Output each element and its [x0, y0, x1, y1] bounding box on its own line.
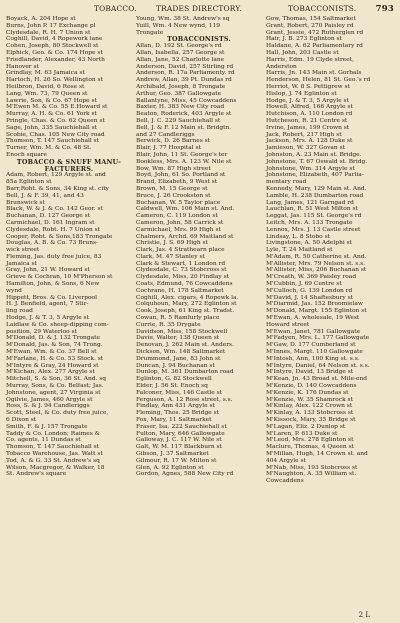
directory-entry: Coghill, Alex. cigars, 4 Ropewk la. — [136, 294, 239, 301]
directory-entry: 404 Argyle st — [266, 457, 306, 464]
directory-entry: Mitchell, S. & Son, 36 St. And. sq — [6, 376, 107, 383]
directory-entry: Lyle, T. 24 Maitland st — [266, 247, 333, 254]
directory-entry: Bell, J. & F. 12 Main st. Bridgtn. — [136, 124, 232, 131]
directory-entry: Pringle, Chas. & Co. 62 Queen st — [6, 117, 105, 124]
directory-entry: 6 Dixon st — [6, 417, 37, 424]
directory-entry: Irvine, James, 199 Crown st — [266, 124, 350, 131]
directory-entry: Barr,Robt. & Sons, 34 King st. city — [6, 185, 109, 192]
directory-entry: Howard street — [266, 321, 310, 328]
directory-entry: Thomson, T. 147 Sauchiehall st — [6, 138, 100, 145]
directory-entry: Clark & Stewart, 1 London rd — [136, 260, 226, 267]
directory-entry: M'Allister, Mrs. 79 Nelson st. s.s. — [266, 260, 366, 267]
directory-entry: M'Kenzie, D. 140 Cowcaddens — [266, 383, 357, 390]
directory-entry: M'David, J. 14 Shaftesbury st — [266, 294, 353, 301]
section-heading: TOBACCONISTS. — [167, 35, 231, 44]
directory-entry: Enoch square — [6, 151, 48, 158]
directory-entry: Yuill, Wm. 4 New wynd, 119 — [136, 22, 221, 29]
directory-entry: wynd — [6, 287, 22, 294]
directory-entry: Andrew, Allan, 39 Pt. Dundas rd — [136, 77, 232, 84]
directory-entry: Brand, Elizabeth, 9 West st — [136, 179, 218, 186]
directory-entry: M'Laren, P. 613 Duke st — [266, 430, 338, 437]
directory-entry: Burns, John P. 17 Exchange pl — [6, 22, 96, 29]
directory-entry: Caldwell, Wm. 106 Main st. And. — [136, 206, 235, 213]
directory-entry: Johnstone, Wm. 314 Argyle st — [266, 165, 355, 172]
directory-entry: Carmichael, D. 161 Ingram st — [6, 219, 95, 226]
directory-entry: Ross, S. & J. 94 Candleriggs — [6, 403, 90, 410]
header-left: TOBACCO. — [94, 4, 137, 13]
header-right: TOBACCONISTS. — [288, 4, 357, 13]
directory-entry: Fulton, Mary, 646 Gallowgate — [136, 430, 225, 437]
directory-entry: Black, W. & J. & Co. 142 Geor. st — [6, 206, 103, 213]
directory-entry: M'Creath, W. 369 Paisley road — [266, 274, 357, 281]
directory-entry: M'Kichan, Alex. 277 Argyle st — [6, 369, 95, 376]
directory-entry: Gow, Thomas, 154 Saltmarket — [266, 16, 356, 22]
directory-entry: Davidson, Miss, 158 Stockwell — [136, 328, 228, 335]
directory-entry: Denovan, J. 262 Main st. Anders. — [136, 342, 234, 349]
directory-entry: and 27 Candleriggs — [136, 131, 195, 138]
directory-entry: M'Leod, Mrs. 278 Eglinton st — [266, 437, 354, 444]
directory-entry: Scobie, Chas. 105 New City road — [6, 131, 105, 138]
directory-entry: Bell, J. C. 229 Sauchiehall st — [136, 117, 221, 124]
directory-entry: position, 29 Waterloo st — [6, 328, 77, 335]
directory-entry: Cooper, Robt. & Sons,183 Trongate — [6, 233, 113, 240]
directory-entry: Gray, John, 21 W. Howard st — [6, 267, 90, 274]
directory-entry: M'Intyre & Gray, 24 Howard st — [6, 362, 99, 369]
directory-entry: Henderson, Helen, 81 St. Geo.'s rd — [266, 77, 371, 84]
directory-entry: Elphick, Geo. & Co. 174 Hope st — [6, 49, 103, 56]
directory-entry: M'Kean, Jn. 43 Broad st. Mile-end — [266, 376, 368, 383]
directory-entry: Lang, Wm. 73, 79 Queen st — [6, 90, 88, 97]
directory-entry: Lauchlan, R. 51 West Milton st — [266, 206, 358, 213]
directory-entry: Ferguson, A. 12 Rose street, s.s. — [136, 396, 233, 403]
directory-entry: 85a Eglinton st — [6, 179, 52, 186]
directory-entry: Brunswick st — [6, 199, 45, 206]
directory-entry: Johnstone, Elizabeth, 407 Parlia- — [266, 172, 364, 179]
directory-entry: Blair, John, 11 St. George's ter — [136, 151, 228, 158]
directory-entry: Scott, Steel, & Co. duty free juice, — [6, 410, 109, 417]
directory-entry: Dickson, Wm. 148 Saltmarket — [136, 349, 226, 356]
directory-entry: Hippett, Bros. & Co. Liverpool — [6, 294, 97, 301]
directory-entry: Fraser, Isa. 222 Sauchiehall st — [136, 423, 227, 430]
directory-entry: Currie, R. 35 Drygate — [136, 321, 201, 328]
directory-entry: Archibald, Joseph, 8 Trongate — [136, 83, 226, 90]
directory-entry: M'Diarmid, Jas. 152 Broomielaw — [266, 301, 363, 308]
directory-entry: Laidlaw & Co. sheep-dipping com- — [6, 321, 109, 328]
directory-entry: Hair, J. B. 273 Eglinton st — [266, 36, 342, 43]
directory-entry: Anderson, R. 17a Parliamenty. rd — [136, 70, 235, 77]
directory-entry: Arthur, Geo. 387 Gallowgate — [136, 90, 222, 97]
directory-entry: Hislop, J. 74 Eglinton st — [266, 90, 337, 97]
directory-entry: Murray, Sons, & Co. Belfast; Jas. — [6, 383, 104, 390]
directory-entry: Johnstone, T. 67 Oswald st. Bridg. — [266, 158, 368, 165]
directory-entry: Bell, J. & F. 39, 41, and 43 — [6, 192, 84, 199]
directory-entry: M'Kenzie, K. 176 Dundas st — [266, 389, 349, 396]
directory-entry: M'Intyre, David, 13 Bridge st — [266, 369, 354, 376]
directory-entry: Clark, M. 47 Stanley st — [136, 253, 205, 260]
directory-entry: Clark, Jas. 4 Strathearn place — [136, 247, 225, 254]
directory-entry: Grant, Jessie, 472 Rutherglen rd — [266, 29, 364, 36]
directory-entry: Gibson, J. 37 Saltmarket — [136, 451, 209, 457]
directory-entry: Trongate — [136, 29, 164, 36]
directory-entry: M'Donald, Margt. 155 Eglinton st — [266, 308, 367, 315]
directory-entry: Baxter, H. 383 New City road — [136, 104, 225, 111]
directory-entry: Fleming, Jas. duty free juice, 83 — [6, 253, 102, 260]
directory-entry: M'Ewan, Janet, 781 Gallowgate — [266, 328, 361, 335]
directory-entry: Taddy & Co. London; Raimes & — [6, 430, 100, 437]
directory-entry: M'Culloch, G. 139 London rd — [266, 287, 353, 294]
directory-entry: Coats, Edmund, 76 Cowcaddens — [136, 281, 233, 288]
directory-entry: M'Fadyen, Mrs. L. 177 Gallowgate — [266, 335, 370, 342]
directory-entry: Tobacco Warehouse, Jas. Watt st — [6, 451, 103, 457]
directory-entry: Fox, Mary, 11 Saltmarket — [136, 417, 212, 424]
directory-entry: Smith, F. & J. 157 Trongate — [6, 423, 88, 430]
directory-entry: M'Cubbin, J. 69 Centre st — [266, 281, 342, 288]
directory-entry: Elder, J. 56 St. Enoch sq — [136, 383, 208, 390]
directory-entry: Cowan, R. 5 Ramfurly place — [136, 315, 220, 322]
directory-entry: Hamilton, John, & Sons, 6 New — [6, 281, 100, 288]
directory-entry: Gordon, Agnes, 588 New City rd — [136, 471, 234, 478]
directory-entry: Lamble, H. 238 Dumbarton road — [266, 192, 364, 199]
directory-entry: Harris, Edm. 19 Clyde street, — [266, 56, 354, 63]
directory-entry: Bookless, Mrs. A. 123 W. Nile st — [136, 158, 232, 165]
section-heading: FACTURERS. — [44, 164, 94, 173]
directory-entry: Anderson, David, 257 Stirling rd — [136, 63, 234, 70]
directory-entry: Clydesdale, R. H. 7 Union st — [6, 29, 91, 36]
directory-entry: Clydesdale, Robt. H. 7 Union st — [6, 226, 101, 233]
directory-entry: Hodge, J. & T. 3, 5 Argyle st — [6, 315, 89, 322]
directory-entry: Grindlay, M. 63 Jamaica st — [6, 70, 85, 77]
directory-entry: Boyd, John, 61 So. Portland st — [136, 172, 226, 179]
directory-entry: H. J. Benfield, agent, 7 Stir- — [6, 301, 89, 308]
directory-entry: Gilmour, R. 17 W. Milton st — [136, 457, 217, 464]
directory-entry: Dunlop, M. 361 Dumbarton road — [136, 369, 234, 376]
directory-entry: Johnstone, agent, 27 Virginia st — [6, 389, 101, 396]
directory-entry: Eglinton, G. 82 Stockwell — [136, 376, 212, 383]
directory-entry: Hutcheson, R. 21 Centre st — [266, 117, 348, 124]
directory-entry: M'Naughton, A. 35 William st. — [266, 471, 357, 478]
directory-entry: M'Kissock, Mary, 35 Bridge st — [266, 417, 356, 424]
directory-entry: Wilson, Macgregor, & Walker, 18 — [6, 464, 105, 471]
directory-entry: Anderston — [266, 63, 297, 70]
directory-entry: Kennedy, Mary, 129 Main st. And. — [266, 185, 367, 192]
directory-entry: Lang, James, 121 Garngad rd — [266, 199, 354, 206]
directory-entry: Falconer, Miss, 146 Castle st — [136, 389, 222, 396]
directory-entry: Turner, Wm. M. & Co. 48 St. — [6, 145, 92, 152]
directory-entry: M'Gaw, D. 177 Cumberland st — [266, 342, 356, 349]
directory-entry: M'Donald, Jas. & Son, 74 Trong. — [6, 342, 103, 349]
directory-entry: M'Adam, R. 50 Catherine st. And. — [266, 253, 367, 260]
directory-entry: Allan, D. 192 St. George's rd — [136, 43, 222, 50]
directory-entry: Murray, A. H. & Co. 61 York st — [6, 111, 97, 118]
page-header — [6, 4, 394, 16]
directory-entry: Thomson, T. 147 Sauchiehall st — [6, 444, 100, 451]
directory-entry: Davie, Walter, 138 Queen st — [136, 335, 220, 342]
directory-entry: M'Lagan, Eliz. 2 Dunlop st — [266, 423, 346, 430]
directory-entry: Adam, Robert, 129 Argyle st. and — [6, 172, 106, 179]
directory-entry: Heilbron, David, 6 Rose st — [6, 83, 85, 90]
directory-entry: Cameron, C. 119 London st — [136, 213, 218, 220]
directory-entry: Co. agents, 11 Dundas st — [6, 437, 81, 444]
directory-entry: Galloway, J. C. 117 W. Nile st — [136, 437, 222, 444]
directory-entry: M'Millan, Hugh, 14 Crown st. and — [266, 451, 368, 457]
directory-entry: Bruce, J. 26 Crookston st — [136, 192, 211, 199]
directory-entry: Allan, Isabella, 257 George st — [136, 49, 225, 56]
directory-entry: Glen, A. 92 Eglinton st — [136, 464, 204, 471]
directory-entry: M'Kinlay, A. 133 Stobcross st — [266, 410, 354, 417]
directory-entry: Cochrane, H. 178 Saltmarket — [136, 287, 224, 294]
section-heading: TOBACCO & SNUFF MANU- — [16, 157, 122, 166]
directory-entry: Cowcaddens — [266, 478, 304, 485]
directory-entry: Buchanan, W. 5 Taylor place — [136, 199, 221, 206]
directory-entry: Jackson, Mrs. A. 128 Duke st — [266, 138, 353, 145]
directory-entry: Clydesdale, C. 73 Stobcross st — [136, 267, 227, 274]
directory-entry: Brown, M. 15 George st — [136, 185, 208, 192]
directory-entry: Ogilvie, James, 460 Argyle st — [6, 396, 93, 403]
directory-entry: Coghill, David, 4 Ropework lane — [6, 36, 103, 43]
directory-entry: wick street — [6, 247, 40, 254]
page-number: 793 — [375, 4, 394, 14]
column-middle — [134, 16, 264, 616]
directory-entry: Drummond, Jane, 83 John st — [136, 355, 221, 362]
directory-entry: Jack, Robert, 217 High st — [266, 131, 342, 138]
directory-entry: Leggat, Jas. 115 St. George's rd — [266, 213, 362, 220]
directory-entry: Clydesdale, Miss, 20 Findlay st — [136, 274, 229, 281]
directory-entry: M'Ewan, A. wholesale, 19 West — [266, 315, 360, 322]
directory-entry: Young, Wm. 38 St. Andrew's sq — [136, 16, 230, 22]
directory-entry: Cook, Joseph, 61 King st. Tradst. — [136, 308, 235, 315]
directory-entry: Boyack, A. 204 Hope st — [6, 16, 76, 22]
directory-columns — [4, 16, 396, 616]
directory-entry: M'Innes, Margt. 110 Gallowgate — [266, 349, 363, 356]
directory-entry: Friedlander, Alexander, 43 North — [6, 56, 105, 63]
directory-entry: Blair, J. 77 Hospital st — [136, 145, 201, 152]
directory-entry: Sage, John, 335 Sauchiehall st — [6, 124, 98, 131]
directory-entry: Christie, J. S. 69 High st — [136, 240, 208, 247]
directory-entry: M'Ewan, Wm. & Co. 37 Bell st — [6, 349, 97, 356]
directory-entry: M'Intosh, Ann, 100 King st. s.s. — [266, 355, 360, 362]
directory-entry: Lennox, Mrs. J. 13 Castle street — [266, 226, 361, 233]
directory-entry: M'Nab, Miss, 193 Stobcross st — [266, 464, 358, 471]
directory-entry: M'Intyre, Daniel, 64 Nelson st. s.s. — [266, 362, 370, 369]
directory-entry: Douglas, A. B. & Co. 73 Bruns- — [6, 240, 98, 247]
header-center: TRADES DIRECTORY. — [156, 4, 243, 13]
directory-entry: Grieve & Cochran, 10 M'Pherson st — [6, 274, 113, 281]
directory-entry: Allan, Jane, 52 Charlotte lane — [136, 56, 225, 63]
directory-entry: Harris, Jn. 143 Main st. Gorbals — [266, 70, 362, 77]
signature-mark: 2 L — [358, 611, 370, 619]
directory-entry: Beaton, Roderick, 403 Argyle st — [136, 111, 232, 118]
directory-entry: Findlay, Ann 431 Argyle st — [136, 403, 215, 410]
directory-entry: ling road — [6, 308, 33, 315]
directory-entry: Hutchison, A. 110 London rd — [266, 111, 353, 118]
directory-entry: Lindsay, L. 8 Stobo st — [266, 233, 330, 240]
directory-entry: Leitch, Mrs. A. 133 Trongate — [266, 219, 353, 226]
directory-entry: Livingstone, A. 50 Adelphi st — [266, 240, 353, 247]
directory-entry: Cameron, John, 58 Carrick st — [136, 219, 224, 226]
directory-entry: Maclure, Thomas, 4 Queen st — [266, 444, 354, 451]
directory-entry: Hall, John, 203 Castle st — [266, 49, 339, 56]
directory-entry: M'Allister, Miss, 206 Buchanan st — [266, 267, 367, 274]
directory-entry: Cohen, Joseph, 80 Stockwell st — [6, 43, 99, 50]
directory-entry: Jamaica st — [6, 260, 37, 267]
column-left — [4, 16, 134, 616]
directory-entry: M'Ewen M. & Co. 55 E.Howard st — [6, 104, 108, 111]
directory-entry: Hanover st — [6, 63, 39, 70]
directory-entry: M'Kinlay, Alex. 122 Crown st — [266, 403, 353, 410]
directory-entry: Buchanan, D. 127 George st — [6, 213, 91, 220]
directory-entry: Haldane, A. 62 Parliamentary rd — [266, 43, 363, 50]
directory-entry: Hodge, J. & T. 3, 5 Argyle st — [266, 97, 349, 104]
directory-entry: Carmichael, Mrs. 99 High st — [136, 226, 221, 233]
directory-entry: Howell, Alfred, 166 Argyle st — [266, 104, 353, 111]
directory-entry: M'Donald, D. & J. 132 Trongate — [6, 335, 100, 342]
directory-entry: Johnston, A. 23 Main st. Bridge. — [266, 151, 362, 158]
directory-entry: Lawrie, Son, & Co. 67 Hope st — [6, 97, 97, 104]
directory-entry: Galt, W. M. 117 Blackburn st — [136, 444, 222, 451]
directory-entry: M'Farlane, H. & Co. 53 Stock. st — [6, 355, 104, 362]
directory-entry: Tod, A. & G. 33 St. Andrew's sq — [6, 457, 100, 464]
directory-entry: Hartoch, H. 26 So. Wellington st — [6, 77, 103, 84]
directory-entry: Grant, Robert, 270 Paisley rd — [266, 22, 354, 29]
directory-entry: Chalmers, Archd. 69 Maitland st — [136, 233, 234, 240]
directory-entry: Ballantyne, Miss, 45 Cowcaddens — [136, 97, 237, 104]
directory-entry: Herriot, W. 8 S. Pettigrew st — [266, 83, 350, 90]
directory-entry: Fleming, Thos. 25 Bridge st — [136, 410, 219, 417]
directory-entry: M'Kenzie, W. 35 Shamrock st — [266, 396, 353, 403]
directory-entry: Duncan, J. 94 Buchanan st — [136, 362, 215, 369]
column-right — [264, 16, 394, 616]
directory-entry: St. Andrew's square — [6, 471, 67, 478]
directory-entry: Berwick, D. 26 Barnes st — [136, 138, 211, 145]
directory-entry: Jamieson, W. 327 Govan st — [266, 145, 345, 152]
directory-entry: Colquhoun, Mary, 272 Eglinton st — [136, 301, 237, 308]
directory-entry: mentary road — [266, 179, 307, 186]
directory-entry: Bow, Wm. 87 High street — [136, 165, 211, 172]
